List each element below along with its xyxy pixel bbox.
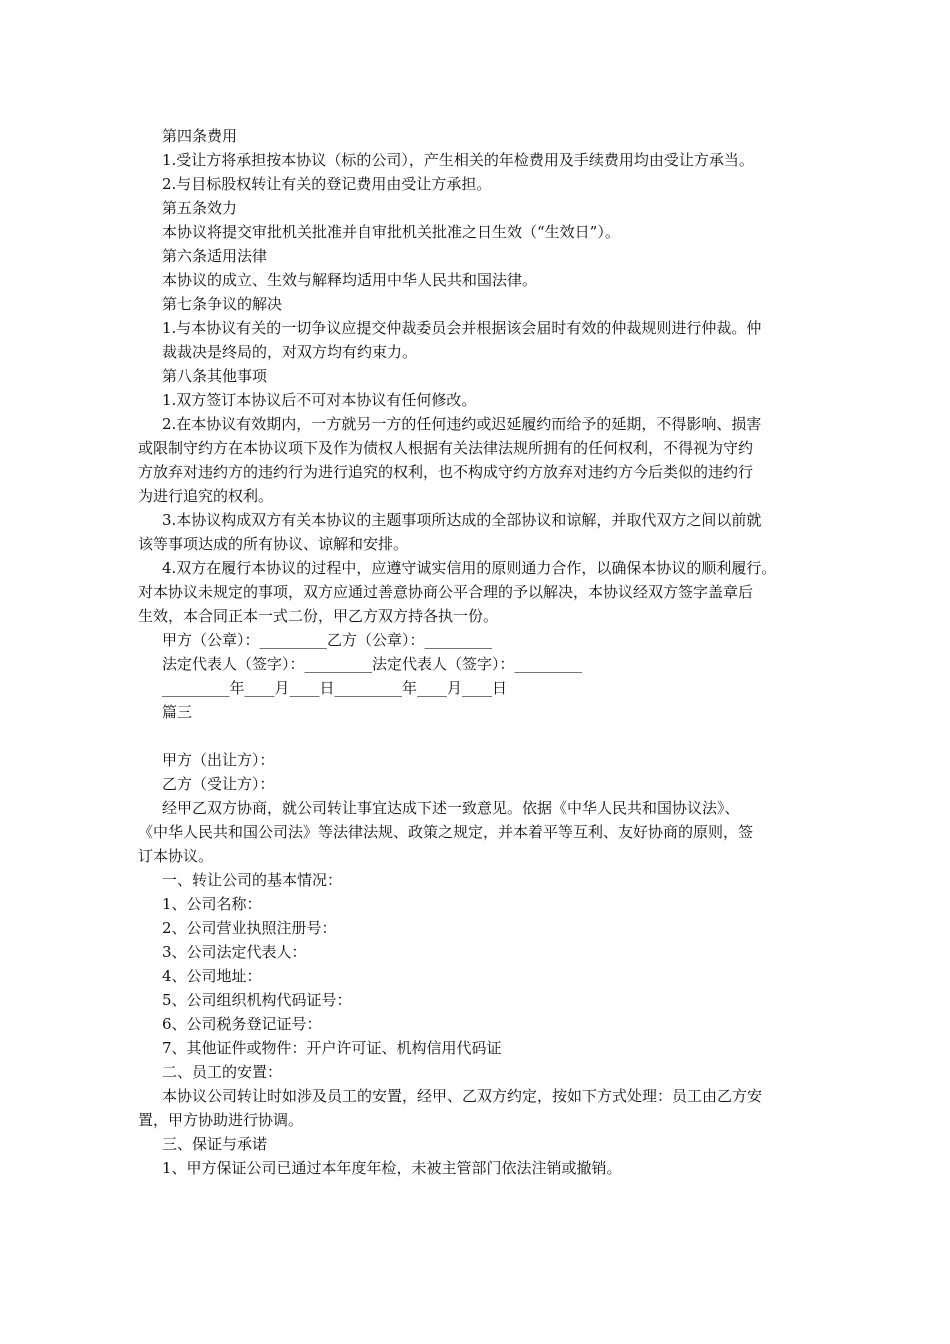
text-line: 本协议将提交审批机关批准并自审批机关批准之日生效（“生效日”）。 [162,223,620,241]
text-line: 1.受让方将承担按本协议（标的公司），产生相关的年检费用及手续费用均由受让方承当。 [162,151,754,169]
text-line: 该等事项达成的所有协议、谅解和安排。 [138,535,409,553]
text-line: _________年____月____日_________年____月____日 [162,679,508,697]
text-line: 3、公司法定代表人： [162,943,307,961]
text-line: 4、公司地址： [162,967,262,985]
text-line: 二、员工的安置： [162,1063,283,1081]
text-line: 2.与目标股权转让有关的登记费用由受让方承担。 [162,175,492,193]
text-line: 1、甲方保证公司已通过本年度年检，未被主管部门依法注销或撤销。 [162,1159,622,1177]
text-line: 第四条费用 [162,127,238,145]
text-line: 一、转让公司的基本情况： [162,871,343,889]
text-line [138,724,810,748]
text-line: 1.双方签订本协议后不可对本协议有任何修改。 [162,391,477,409]
text-line: 方放弃对违约方的违约行为进行追究的权利，也不构成守约方放弃对违约方今后类似的违约行 [138,463,754,481]
document-page [138,124,810,1180]
text-line: 4.双方在履行本协议的过程中，应遵守诚实信用的原则通力合作，以确保本协议的顺利履行。 [162,559,777,577]
text-line: 三、保证与承诺 [162,1135,268,1153]
text-line: 《中华人民共和国公司法》等法律法规、政策之规定，并本着平等互利、友好协商的原则，签 [138,823,754,841]
text-line: 第八条其他事项 [162,367,268,385]
text-line: 法定代表人（签字）：_________法定代表人（签字）：_________ [162,655,583,673]
text-line: 1.与本协议有关的一切争议应提交仲裁委员会并根据该会届时有效的仲裁规则进行仲裁。仲 [162,319,762,337]
text-line: 订本协议。 [138,847,214,865]
text-line: 3.本协议构成双方有关本协议的主题事项所达成的全部协议和谅解，并取代双方之间以前就 [162,511,762,529]
text-line: 甲方（公章）：_________乙方（公章）：_________ [162,631,493,649]
text-line: 经甲乙双方协商，就公司转让事宜达成下述一致意见。依据《中华人民共和国协议法》、 [162,799,740,817]
text-line: 裁裁决是终局的，对双方均有约束力。 [162,343,418,361]
text-line: 对本协议未规定的事项，双方应通过善意协商公平合理的予以解决，本协议经双方签字盖章后 [138,583,754,601]
text-line: 或限制守约方在本协议项下及作为债权人根据有关法律法规所拥有的任何权利，不得视为守约 [138,439,754,457]
text-line: 6、公司税务登记证号： [162,1015,322,1033]
text-line: 置，甲方协助进行协调。 [138,1111,304,1129]
text-line: 篇三 [162,703,193,721]
text-line: 1、公司名称： [162,895,262,913]
text-line: 第五条效力 [162,199,238,217]
text-line: 生效，本合同正本一式二份，甲乙方双方持各执一份。 [138,607,499,625]
text-line: 乙方（受让方）： [162,775,275,793]
text-line: 5、公司组织机构代码证号： [162,991,352,1009]
text-line: 本协议的成立、生效与解释均适用中华人民共和国法律。 [162,271,538,289]
text-line: 2.在本协议有效期内，一方就另一方的任何违约或迟延履约而给予的延期，不得影响、损害 [162,415,762,433]
text-line: 本协议公司转让时如涉及员工的安置，经甲、乙双方约定，按如下方式处理：员工由乙方安 [162,1087,763,1105]
text-line: 甲方（出让方）： [162,751,275,769]
text-line: 7、其他证件或物件：开户许可证、机构信用代码证 [162,1039,502,1057]
text-line: 为进行追究的权利。 [138,487,274,505]
text-line: 第七条争议的解决 [162,295,283,313]
text-line: 第六条适用法律 [162,247,268,265]
text-line: 2、公司营业执照注册号： [162,919,337,937]
